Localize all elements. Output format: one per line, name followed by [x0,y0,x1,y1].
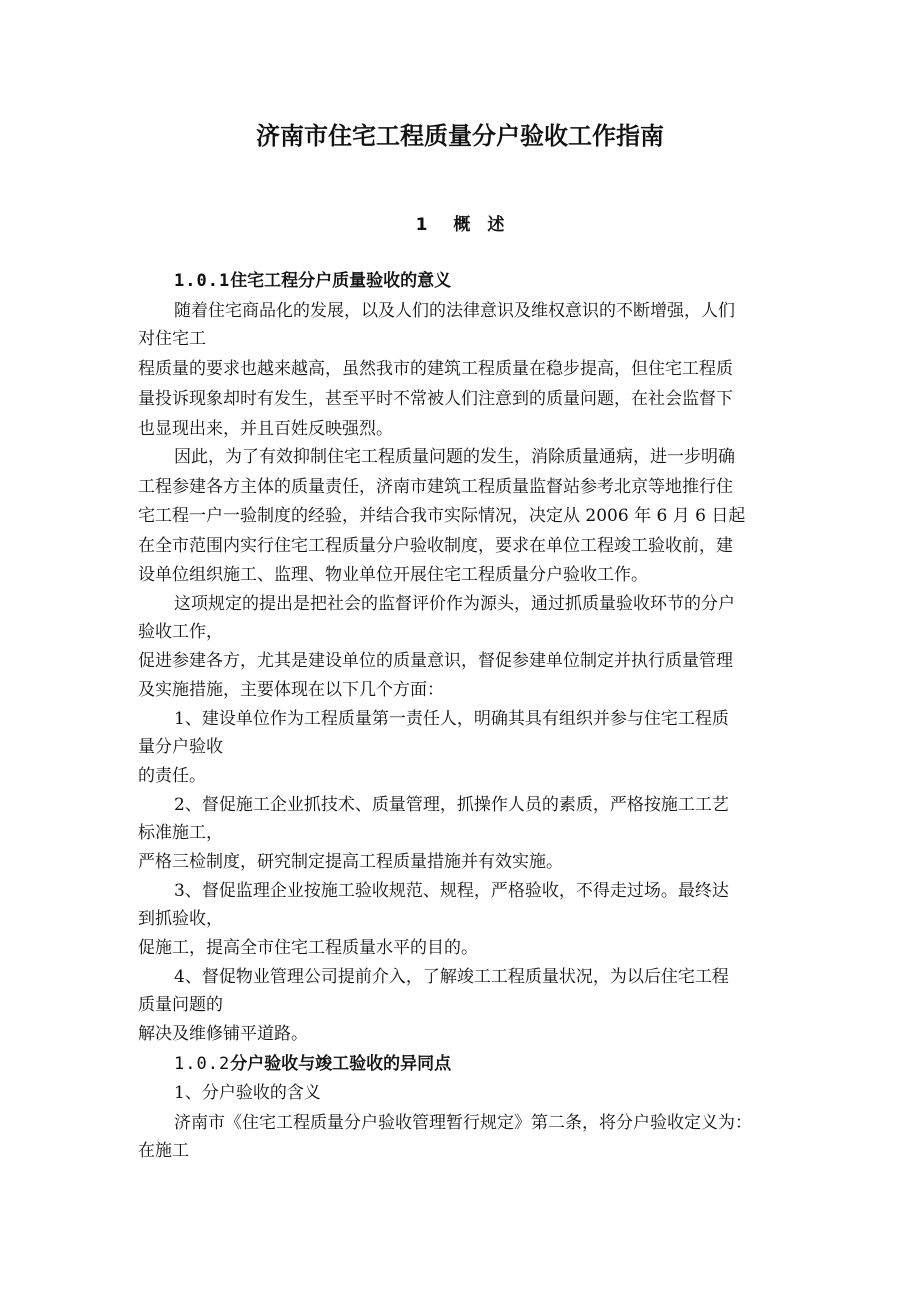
section-title: 分户验收与竣工验收的异同点 [230,1054,452,1074]
paragraph-line: 设单位组织施工、监理、物业单位开展住宅工程质量分户验收工作。 [138,565,648,585]
list-item-line: 质量问题的 [138,995,223,1015]
paragraph-line: 这项规定的提出是把社会的监督评价作为源头，通过抓质量验收环节的分户 [174,594,735,614]
section-heading-1-0-2 [174,1051,451,1077]
list-item-line: 到抓验收， [138,909,223,929]
list-item-line: 1、建设单位作为工程质量第一责任人，明确其具有组织并参与住宅工程质 [174,709,729,729]
paragraph-line: 因此，为了有效抑制住宅工程质量问题的发生，消除质量通病，进一步明确 [174,447,735,467]
section-number: 1.0.2 [174,1054,231,1074]
list-item-line: 的责任。 [138,766,206,786]
paragraph-line: 量投诉现象却时有发生，甚至平时不常被人们注意到的质量问题，在社会监督下 [138,389,733,409]
section-title: 住宅工程分户质量验收的意义 [230,271,452,291]
list-item-line: 量分户验收 [138,737,223,757]
list-item-line: 2、督促施工企业抓技术、质量管理，抓操作人员的素质，严格按施工工艺 [174,795,729,815]
list-item-line: 促施工，提高全市住宅工程质量水平的目的。 [138,938,478,958]
paragraph-line: 在施工 [138,1141,189,1161]
list-item-line: 3、督促监理企业按施工验收规范、规程，严格验收，不得走过场。最终达 [174,881,729,901]
paragraph-line: 促进参建各方，尤其是建设单位的质量意识，督促参建单位制定并执行质量管理 [138,651,733,671]
section-heading-1-0-1 [174,268,451,294]
list-item-line: 4、督促物业管理公司提前介入，了解竣工工程质量状况，为以后住宅工程 [174,967,729,987]
list-item-line: 标准施工， [138,823,223,843]
chapter-heading [0,212,920,238]
paragraph-line: 验收工作， [138,622,223,642]
paragraph-line: 对住宅工 [138,329,206,349]
section-number: 1.0.1 [174,271,231,291]
paragraph-line: 工程参建各方主体的质量责任，济南市建筑工程质量监督站参考北京等地推行住 [138,477,733,497]
list-item-line: 解决及维修铺平道路。 [138,1024,308,1044]
paragraph-line: 济南市《住宅工程质量分户验收管理暂行规定》第二条，将分户验收定义为： [174,1113,752,1133]
chapter-name: 概 述 [453,215,505,235]
subsection-heading: 1、分户验收的含义 [174,1083,321,1103]
paragraph-line: 也显现出来，并且百姓反映强烈。 [138,419,393,439]
paragraph-line: 程质量的要求也越来越高，虽然我市的建筑工程质量在稳步提高，但住宅工程质 [138,359,733,379]
list-item-line: 严格三检制度，研究制定提高工程质量措施并有效实施。 [138,852,563,872]
paragraph-line: 及实施措施，主要体现在以下几个方面： [138,680,444,700]
paragraph-line: 随着住宅商品化的发展，以及人们的法律意识及维权意识的不断增强，人们 [174,301,735,321]
paragraph-line: 宅工程一户一验制度的经验，并结合我市实际情况，决定从 2006 年 6 月 6 日起 [138,506,746,526]
document-title: 济南市住宅工程质量分户验收工作指南 [256,122,664,150]
chapter-number: 1 [415,215,428,235]
paragraph-line: 在全市范围内实行住宅工程质量分户验收制度，要求在单位工程竣工验收前，建 [138,536,733,556]
